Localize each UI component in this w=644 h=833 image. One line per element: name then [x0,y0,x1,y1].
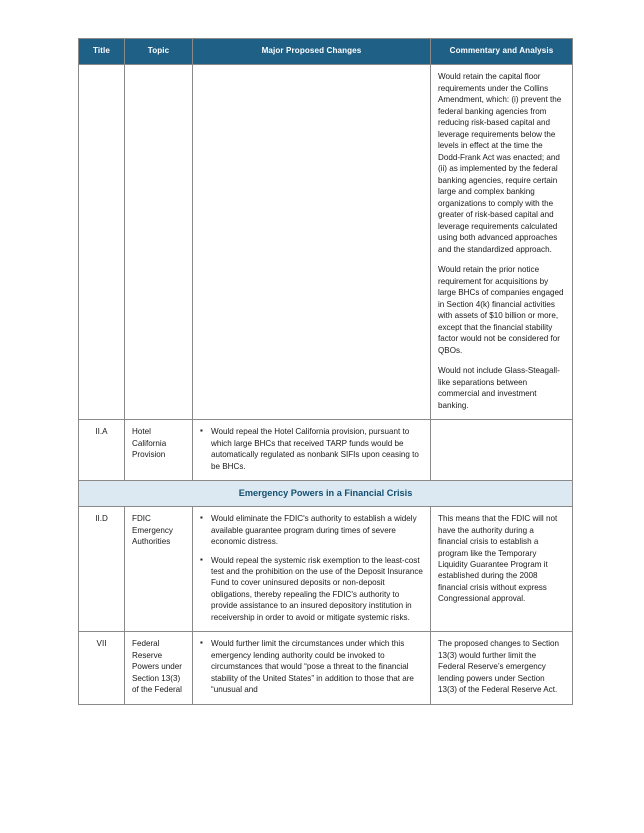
cell-major-proposed-changes [193,507,431,632]
cell-title [79,65,125,420]
comparison-table [78,38,573,705]
commentary-paragraph: Would retain the prior notice requirement for acquisitions by large BHCs of companies engaged in Section 4(k) financial activities with assets of $10 billion or more, except that the financial stability factor would not be considered for QBOs. [438,265,564,355]
bullet-list [200,513,423,623]
column-header-title: Title [79,39,125,65]
commentary-paragraph: Would not include Glass-Steagall-like separations between commercial and investment banking. [438,366,560,410]
cell-major-proposed-changes [193,420,431,481]
cell-topic: Federal Reserve Powers under Section 13(3) of the Federal [125,632,193,704]
bullet-list [200,426,423,472]
cell-commentary-and-analysis [431,632,573,704]
bullet-item: ▪ Would repeal the systemic risk exemption to the least-cost test and the prohibition on the use of the Deposit Insurance Fund to cover uninsured deposits or non-deposit obligations, thereby repealing the FDIC's authority to provide assistance to an insured depository institution in receivership in order to avoid or mitigate systemic risks. [200,555,423,624]
bullet-item: ▪ Would eliminate the FDIC's authority to establish a widely available guarantee program during times of severe economic distress. [200,513,423,547]
column-header-topic: Topic [125,39,193,65]
cell-title: VII [79,632,125,704]
table-row [79,420,573,481]
cell-major-proposed-changes [193,632,431,704]
column-header-commentary-and-analysis: Commentary and Analysis [431,39,573,65]
bullet-item: ▪ Would further limit the circumstances under which this emergency lending authority could be invoked to circumstances that would “pose a threat to the financial stability of the United States” in addition to those that are “unusual and [200,638,423,695]
column-header-major-proposed-changes: Major Proposed Changes [193,39,431,65]
bullet-list [200,638,423,695]
table-row [79,65,573,420]
cell-major-proposed-changes [193,65,431,420]
table-body [79,65,573,704]
cell-commentary-and-analysis [431,420,573,481]
cell-commentary-and-analysis [431,65,573,420]
cell-title: II.A [79,420,125,481]
section-header-label: Emergency Powers in a Financial Crisis [79,480,573,506]
table-header [79,39,573,65]
cell-title: II.D [79,507,125,632]
table-header-row [79,39,573,65]
commentary-paragraph: The proposed changes to Section 13(3) would further limit the Federal Reserve’s emergency lending powers under Section 13(3) of the Federal Reserve Act. [438,639,560,695]
cell-topic: Hotel California Provision [125,420,193,481]
section-header-row [79,480,573,506]
cell-topic: FDIC Emergency Authorities [125,507,193,632]
bullet-item: ▪ Would repeal the Hotel California provision, pursuant to which large BHCs that received TARP funds would be automatically regulated as nonbank SIFIs upon ceasing to be BHCs. [200,426,423,472]
table-row [79,507,573,632]
cell-commentary-and-analysis [431,507,573,632]
commentary-paragraph: This means that the FDIC will not have the authority during a financial crisis to establish a program like the Temporary Liquidity Guarantee Program it established during the 2008 financial crisis without express Congressional approval. [438,514,558,604]
table-row [79,632,573,704]
cell-topic [125,65,193,420]
commentary-paragraph: Would retain the capital floor requirements under the Collins Amendment, which: (i) prevent the federal banking agencies from reducing risk-based capital and leverage requirements below the levels in effect at the time the Dodd-Frank Act was enacted; and (ii) as implemented by the federal banking agencies, require certain large and complex banking organizations to comply with the greater of risk-based capital and leverage requirements calculated using both advanced approaches and the standardized approach. [438,72,562,254]
